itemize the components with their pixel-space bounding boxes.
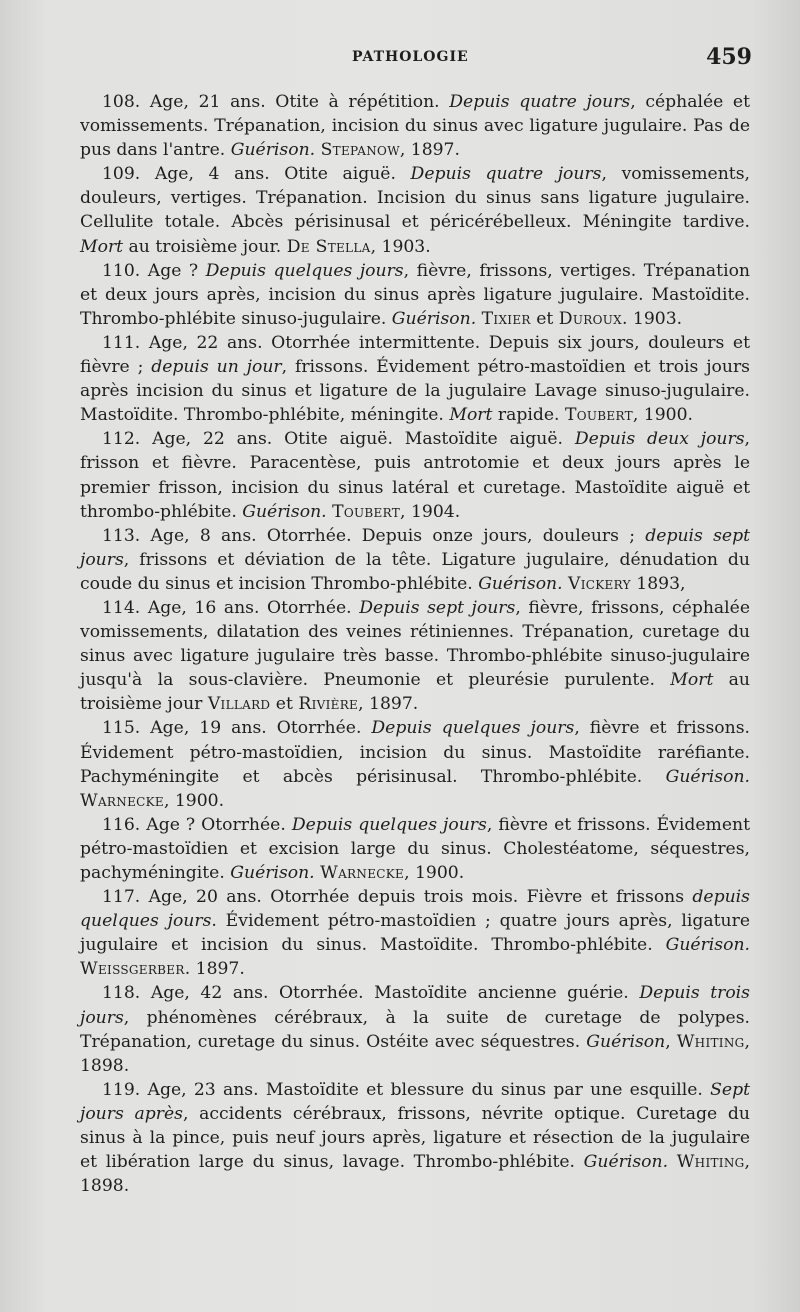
italic-text: Guérison. [478,573,563,594]
case-entry [80,981,750,1077]
italic-text: Depuis quatre jours [449,92,631,112]
case-entry [80,427,750,523]
italic-text: Guérison. [665,766,750,787]
case-entry [80,596,750,716]
entry-text: au troisième jour. [123,236,287,257]
entry-text: , phénomènes cérébraux, à la suite de curetage de polypes. Trépanation, curetage du sinus. Ostéite avec séquestres. [80,1007,750,1052]
entry-text: et [530,308,559,329]
author-name: Toubert [564,405,633,426]
author-name: Vickery [568,573,631,594]
entry-text: , 1900. [404,863,465,883]
entry-text: 108. Age, 21 ans. Otite à répétition. [102,92,450,112]
italic-text: Depuis quelques jours [371,718,575,739]
entry-text: , 1900. [163,790,225,811]
italic-text: Guérison. [242,501,327,522]
entry-text: , [665,1031,677,1052]
author-name: Warnecke [80,790,164,811]
entry-text: , céphalée et vomissements. Trépanation, incision du sinus avec ligature jugulaire. Pas de pus dans l'antre. [80,92,750,161]
case-entry [80,90,750,162]
entry-text: , 1903. [370,236,431,257]
entry-text: 111. Age, 22 ans. Otorrhée intermittente. Depuis six jours, douleurs et fièvre ; [80,332,750,378]
case-entry [80,813,750,885]
author-name: De Stella [286,236,371,257]
page-header [0,44,800,74]
case-entry [80,331,750,427]
entry-text: 114. Age, 16 ans. Otorrhée. [102,597,360,618]
case-entry [80,716,750,812]
case-list [80,90,750,1198]
entry-text: 118. Age, 42 ans. Otorrhée. Mastoïdite ancienne guérie. [102,983,640,1004]
author-name: Stepanow [320,140,400,161]
entry-text: , frissons. Évidement pétro-mastoïdien et trois jours après incision du sinus et ligature de la jugulaire Lavage sinuso-jugulaire. Mastoïdite. Thrombo-phlébite, méningite. [80,357,751,426]
entry-text: 113. Age, 8 ans. Otorrhée. Depuis onze jours, douleurs ; [102,525,646,546]
italic-text: Mort [670,670,714,691]
case-entry [80,1078,750,1198]
italic-text: Mort [449,405,493,426]
entry-text: , frisson et fièvre. Paracentèse, puis antrotomie et deux jours après le premier frisson, incision du sinus latéral et curetage. Mastoïdite aiguë et thrombo-phlébite. [80,429,750,522]
italic-text: depuis quelques jours [80,887,750,932]
author-name: Weissgerber [80,959,185,980]
entry-text: rapide. [492,405,565,426]
entry-text: 110. Age ? [102,260,206,281]
italic-text: Guérison [586,1031,666,1052]
entry-text: , frissons et déviation de la tête. Ligature jugulaire, dénudation du coude du sinus et incision Thrombo-phlébite. [80,549,750,594]
italic-text: Depuis quelques jours [205,260,404,281]
author-name: Warnecke [320,863,405,883]
entry-text: 119. Age, 23 ans. Mastoïdite et blessure du sinus par une esquille. [102,1079,711,1100]
entry-text: , vomissements, douleurs, vertiges. Trépanation. Incision du sinus sans ligature jugulaire. Cellulite totale. Abcès périsinusal et péricérébelleux. Méningite tardive. [80,164,750,233]
entry-text: , 1904. [400,501,461,522]
entry-text [668,1152,677,1172]
italic-text: Depuis quatre jours [410,164,602,185]
italic-text: Guérison. [583,1152,669,1173]
italic-text: Sept jours après [80,1079,750,1124]
entry-text: , accidents cérébraux, frissons, névrite optique. Curetage du sinus à la pince, puis neuf jours après, ligature et résection de la jugulaire et libération large du sinus, lavage. Thrombo-phlébite. [80,1103,750,1173]
entry-text: , 1900. [632,405,694,426]
entry-text: , fièvre et frissons. Évidement pétro-mastoïdien et excision large du sinus. Cholestéatome, séquestres, pachyméningite. [80,814,751,883]
entry-text: 1893, [630,573,686,594]
entry-text: , fièvre, frissons, céphalée vomissements, dilatation des veines rétiniennes. Trépanation, curetage du sinus avec ligature jugulaire très basse. Thrombo-phlébite sinuso-jugulaire jusqu'à la sous-clavière. Pneumonie et pleurésie purulente. [80,597,750,691]
entry-text: , fièvre, frissons, vertiges. Trépanation et deux jours après, incision du sinus après ligature jugulaire. Mastoïdite. Thrombo-phlébite sinuso-jugulaire. [80,260,750,329]
author-name: Duroux [558,308,622,329]
case-entry [80,259,750,331]
author-name: Rivière [298,694,359,715]
entry-text: . 1897. [184,959,245,980]
italic-text: Guérison. [665,935,750,956]
case-entry [80,162,750,258]
entry-text: et [270,694,299,715]
entry-text: , 1897. [399,140,460,161]
running-head: PATHOLOGIE [352,49,469,65]
italic-text: Guérison. [230,863,315,883]
entry-text: 116. Age ? Otorrhée. [102,814,292,835]
page-number: 459 [706,44,752,70]
author-name: Toubert [332,501,401,522]
author-name: Tixier [481,308,531,329]
entry-text: , 1897. [358,694,419,715]
entry-text: 112. Age, 22 ans. Otite aiguë. Mastoïdite aiguë. [102,429,575,450]
author-name: Whiting [676,1152,745,1173]
italic-text: depuis un jour [151,357,282,378]
italic-text: depuis sept jours [80,525,751,570]
entry-text: 117. Age, 20 ans. Otorrhée depuis trois mois. Fièvre et frissons [102,887,693,908]
author-name: Whiting [676,1031,745,1052]
entry-text: , 1898. [80,1031,750,1076]
entry-text: . Évidement pétro-mastoïdien ; quatre jours après, ligature jugulaire et incision du sinus. Mastoïdite. Thrombo-phlébite. [80,911,750,956]
italic-text: Mort [80,236,124,257]
entry-text: 109. Age, 4 ans. Otite aiguë. [102,164,411,185]
entry-text: 115. Age, 19 ans. Otorrhée. [102,718,372,739]
entry-text: au troisième jour [80,670,750,715]
italic-text: Depuis deux jours [574,429,745,450]
italic-text: Guérison. [391,308,477,329]
italic-text: Depuis trois jours [80,983,750,1028]
case-entry [80,524,750,596]
italic-text: Depuis quelques jours [291,814,487,835]
entry-text: . 1903. [622,308,683,329]
entry-text: , 1898. [80,1152,750,1197]
italic-text: Guérison. [230,140,316,161]
italic-text: Depuis sept jours [359,597,516,618]
entry-text: , fièvre et frissons. Évidement pétro-mastoïdien, incision du sinus. Mastoïdite raréfiante. Pachyméningite et abcès périsinusal. Thrombo-phlébite. [80,718,750,787]
author-name: Villard [207,694,271,715]
case-entry [80,885,750,981]
